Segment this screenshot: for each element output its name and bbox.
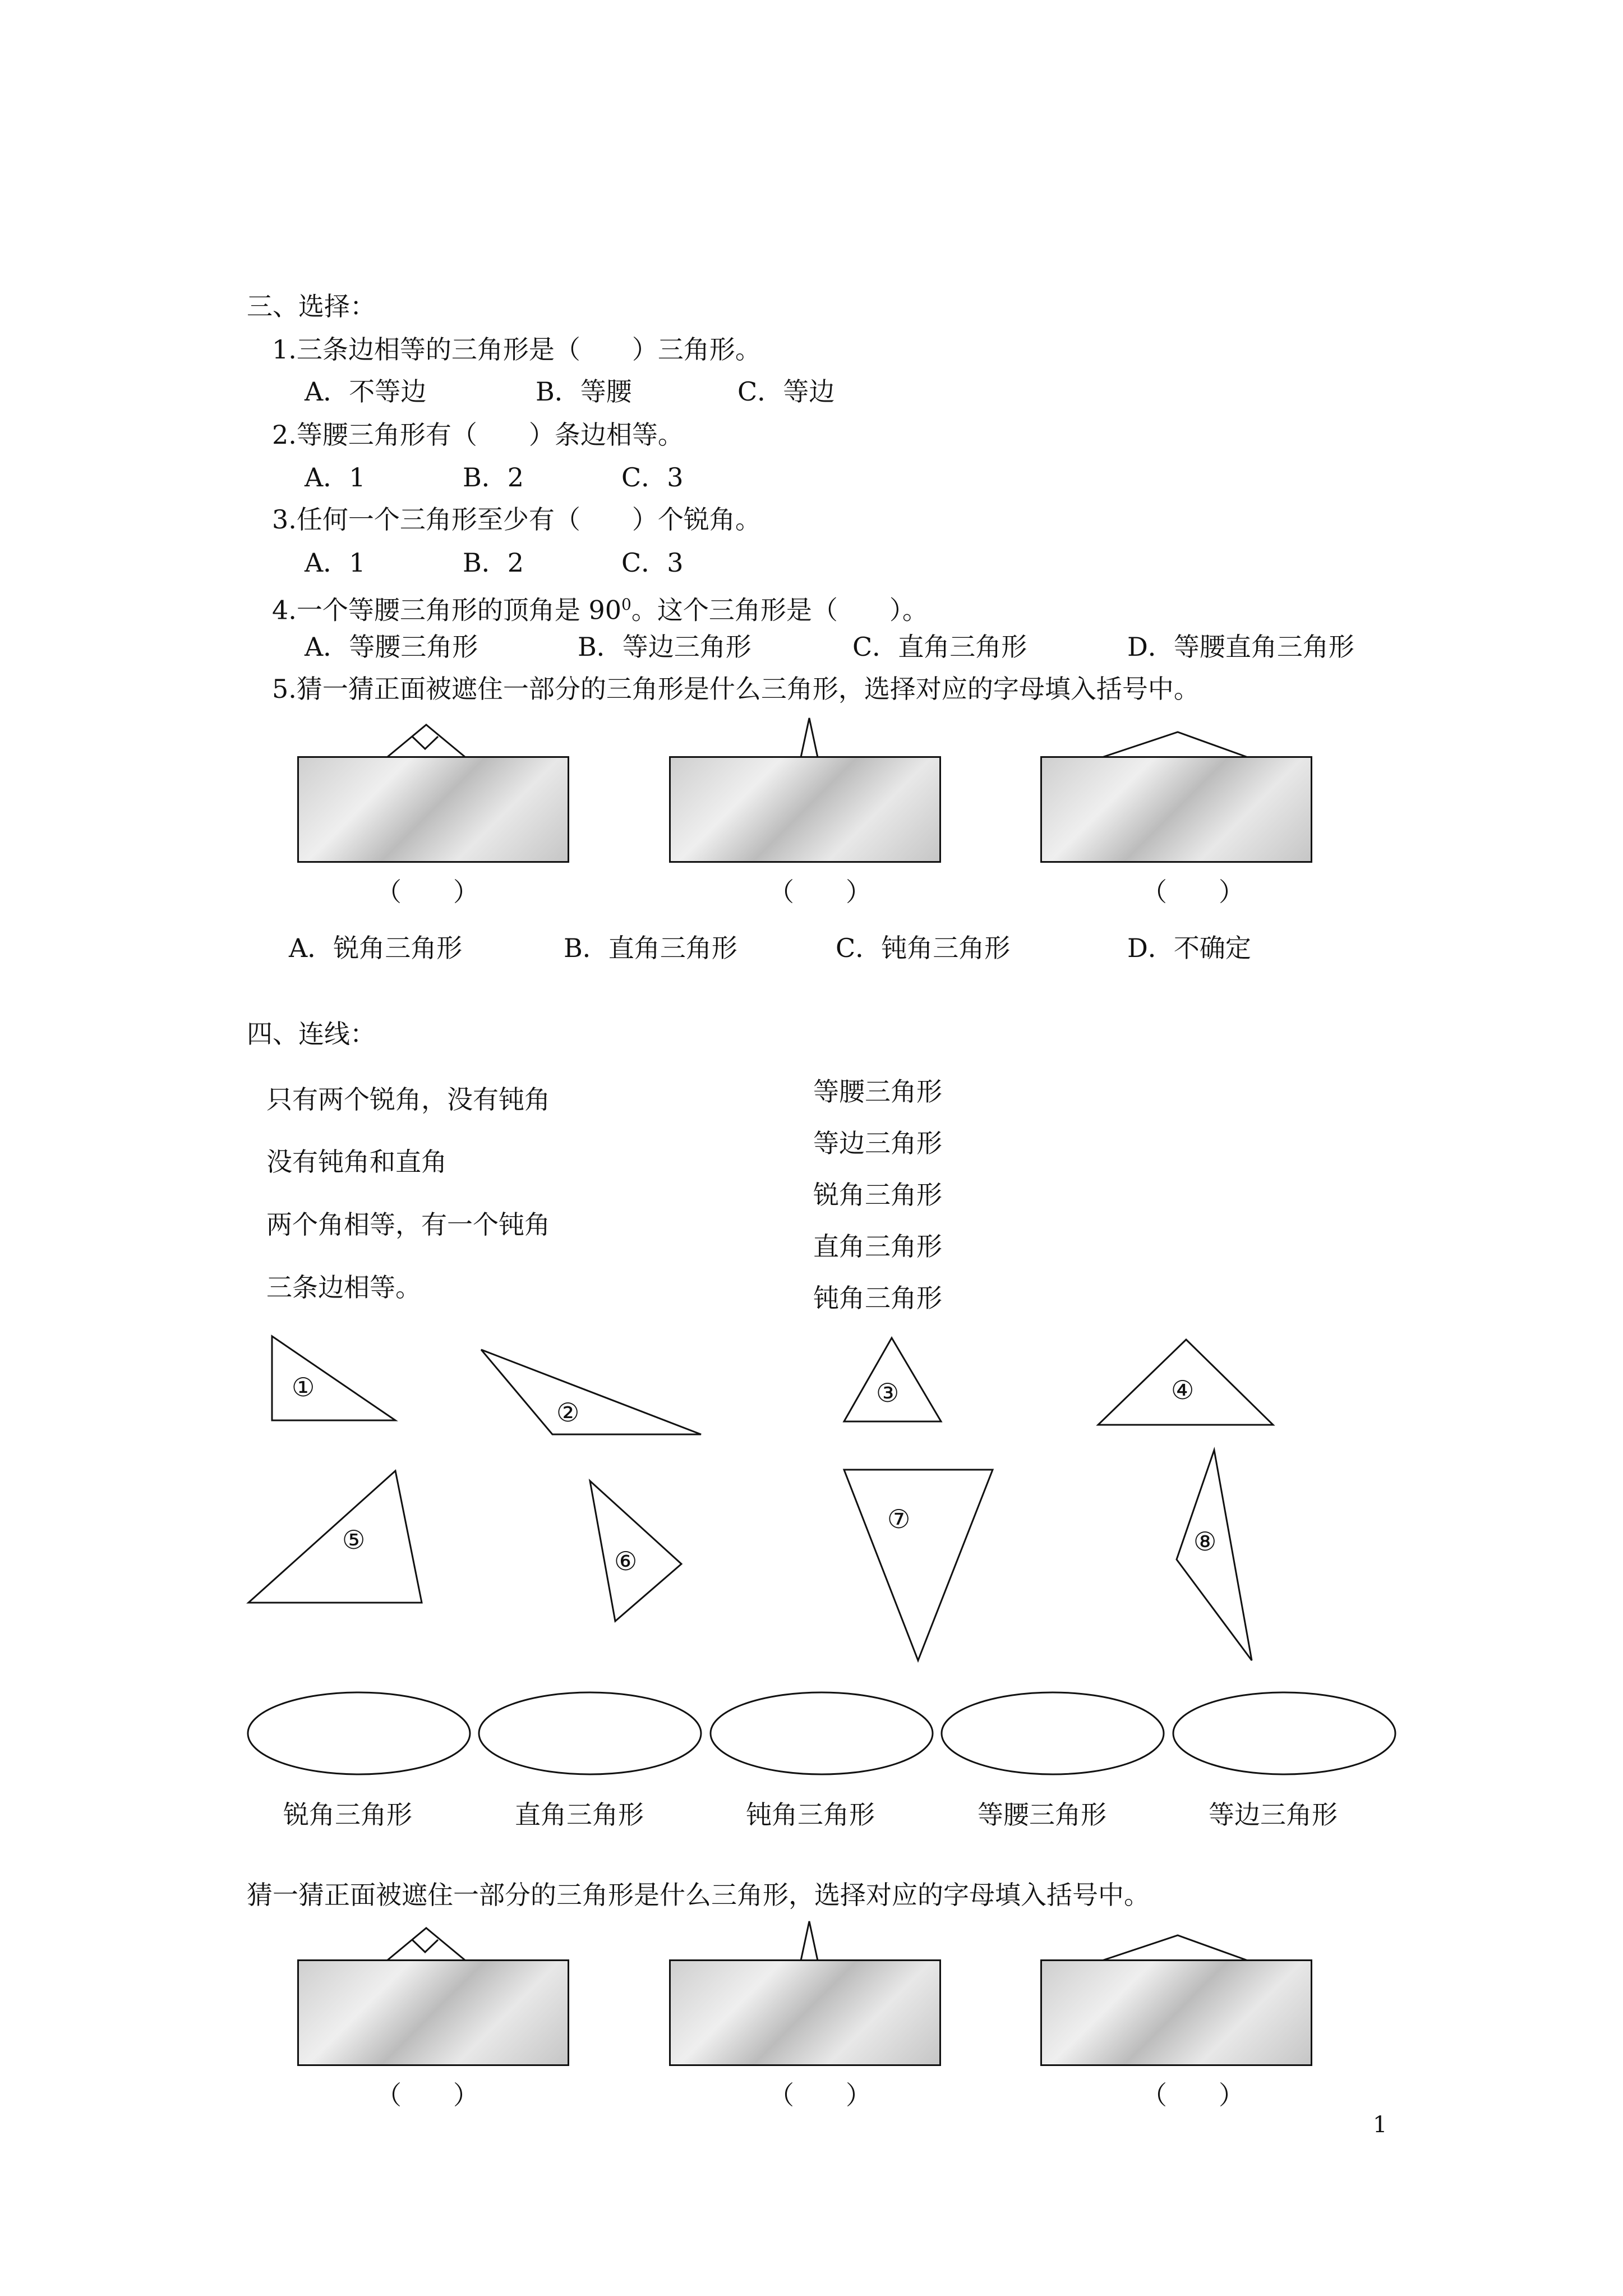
right-item-3[interactable]: 锐角三角形 (813, 1180, 942, 1210)
bottom-blank-3[interactable]: （ ） (1141, 2080, 1244, 2110)
q5-blank-3[interactable]: （ ） (1141, 877, 1244, 907)
q5-blank-2[interactable]: （ ） (768, 877, 872, 907)
bottom-blank-2[interactable]: （ ） (768, 2080, 872, 2110)
oval-equilateral[interactable] (1173, 1692, 1395, 1774)
oval-isosceles[interactable] (942, 1692, 1164, 1774)
triangle-label-6: ⑥ (614, 1546, 638, 1576)
triangle-label-3: ③ (876, 1378, 900, 1408)
q1-option-b[interactable]: B．等腰 (536, 376, 632, 407)
q4-text-after: 。这个三角形是（ ）。 (631, 595, 928, 625)
peek-triangle-right (387, 725, 465, 757)
q3-option-c[interactable]: C．3 (621, 547, 684, 578)
q1-option-a[interactable]: A．不等边 (305, 376, 427, 407)
q2-option-a[interactable]: A．1 (305, 462, 366, 493)
q3-option-a[interactable]: A．1 (305, 547, 366, 578)
right-item-5[interactable]: 钝角三角形 (813, 1283, 942, 1313)
q5-option-c[interactable]: C．钝角三角形 (836, 933, 1011, 963)
oval-label-3: 钝角三角形 (746, 1800, 875, 1830)
q3-option-b[interactable]: B．2 (463, 547, 524, 578)
oval-label-2: 直角三角形 (515, 1800, 644, 1830)
triangle-label-8: ⑧ (1193, 1526, 1217, 1557)
q1-text: 1.三条边相等的三角形是（ ）三角形。 (272, 334, 761, 365)
triangle-label-2: ② (556, 1397, 580, 1428)
bottom-cover-stone-3 (1040, 1959, 1312, 2066)
triangle-label-1: ① (292, 1372, 315, 1402)
triangle-label-7: ⑦ (887, 1504, 911, 1534)
q4-option-a[interactable]: A．等腰三角形 (305, 632, 478, 662)
bottom-peek-triangle-obtuse (1102, 1935, 1248, 1961)
left-item-1[interactable]: 只有两个锐角，没有钝角 (266, 1084, 550, 1115)
q3-text: 3.任何一个三角形至少有（ ）个锐角。 (272, 504, 761, 535)
left-item-3[interactable]: 两个角相等，有一个钝角 (266, 1209, 550, 1240)
section3-heading: 三、选择： (247, 291, 376, 321)
right-item-4[interactable]: 直角三角形 (813, 1231, 942, 1262)
bottom-question-text: 猜一猜正面被遮住一部分的三角形是什么三角形，选择对应的字母填入括号中。 (247, 1880, 1150, 1910)
q4-option-c[interactable]: C．直角三角形 (852, 632, 1027, 662)
bottom-cover-stone-1 (297, 1959, 569, 2066)
section4-heading: 四、连线： (247, 1019, 376, 1049)
q4-option-d[interactable]: D．等腰直角三角形 (1127, 632, 1354, 662)
left-item-2[interactable]: 没有钝角和直角 (266, 1147, 447, 1177)
cover-stone-3 (1040, 756, 1312, 863)
q4-text (272, 589, 928, 625)
bottom-blank-1[interactable]: （ ） (376, 2080, 479, 2110)
triangle-label-4: ④ (1171, 1375, 1195, 1405)
left-item-4[interactable]: 三条边相等。 (266, 1272, 421, 1303)
q4-option-b[interactable]: B．等边三角形 (578, 632, 751, 662)
oval-obtuse[interactable] (711, 1692, 933, 1774)
q2-option-b[interactable]: B．2 (463, 462, 524, 493)
page-number: 1 (1373, 2112, 1387, 2138)
oval-label-4: 等腰三角形 (978, 1800, 1106, 1830)
q2-option-c[interactable]: C．3 (621, 462, 684, 493)
cover-stone-1 (297, 756, 569, 863)
oval-label-5: 等边三角形 (1209, 1800, 1338, 1830)
oval-acute[interactable] (248, 1692, 470, 1774)
right-item-1[interactable]: 等腰三角形 (813, 1076, 942, 1107)
triangle-label-5: ⑤ (342, 1525, 366, 1555)
q5-option-b[interactable]: B．直角三角形 (564, 933, 737, 963)
triangle-1[interactable] (272, 1336, 395, 1420)
q1-option-c[interactable]: C．等边 (737, 376, 835, 407)
q5-option-d[interactable]: D．不确定 (1127, 933, 1251, 963)
bottom-peek-triangle-acute (801, 1921, 818, 1961)
q2-text: 2.等腰三角形有（ ）条边相等。 (272, 420, 684, 450)
q4-text-before: 4.一个等腰三角形的顶角是 90 (272, 595, 622, 625)
q5-blank-1[interactable]: （ ） (376, 877, 479, 907)
q5-option-a[interactable]: A．锐角三角形 (289, 933, 463, 963)
peek-triangle-acute (801, 718, 818, 757)
triangle-5[interactable] (248, 1471, 422, 1603)
q5-text: 5.猜一猜正面被遮住一部分的三角形是什么三角形，选择对应的字母填入括号中。 (272, 674, 1200, 704)
bottom-cover-stone-2 (669, 1959, 941, 2066)
oval-label-1: 锐角三角形 (283, 1800, 412, 1830)
bottom-peek-triangle-right (387, 1928, 465, 1961)
right-item-2[interactable]: 等边三角形 (813, 1128, 942, 1158)
triangle-7[interactable] (844, 1470, 993, 1660)
q4-superscript: 0 (621, 595, 631, 614)
peek-triangle-obtuse (1102, 732, 1248, 757)
cover-stone-2 (669, 756, 941, 863)
triangle-2[interactable] (481, 1350, 701, 1434)
oval-right[interactable] (479, 1692, 701, 1774)
